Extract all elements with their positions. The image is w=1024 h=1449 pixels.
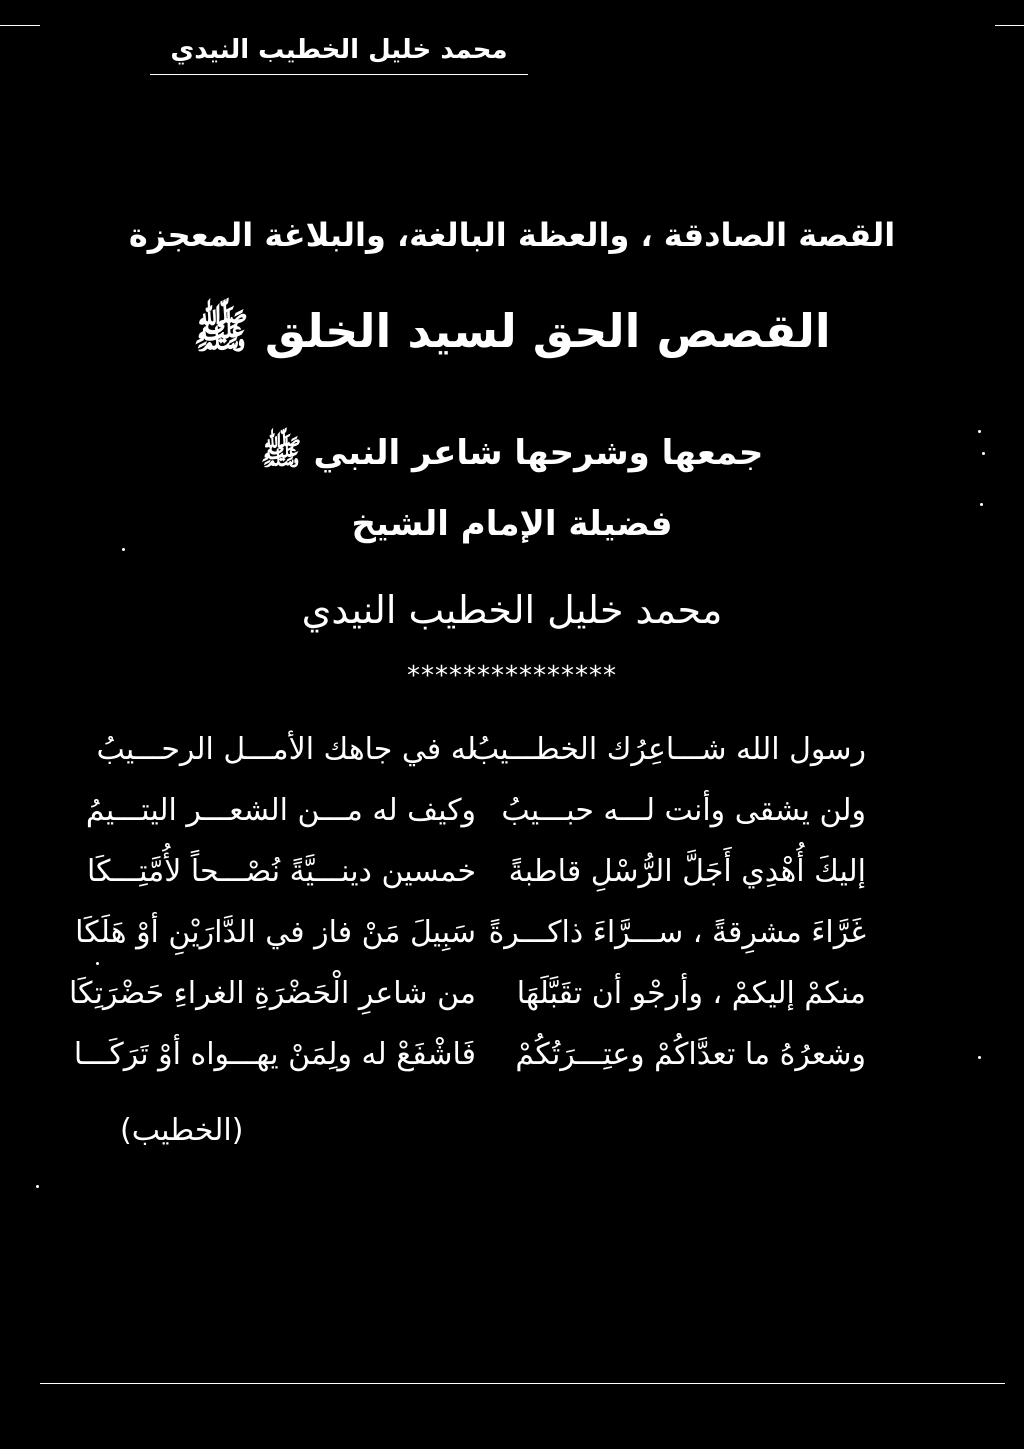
- verse-second-hemistich: فَاشْفَعْ له ولِمَنْ يهـــواه أوْ تَرَكَـــا: [73, 1037, 476, 1072]
- scan-speck: [978, 430, 981, 433]
- verse-row: [0, 1027, 1024, 1083]
- scan-speck: [982, 452, 985, 455]
- verse-row: [0, 844, 1024, 900]
- verse-first-hemistich: رسول الله شـــاعِرُك الخطـــيبُ: [470, 732, 866, 767]
- author-label: فضيلة الإمام الشيخ: [351, 504, 673, 544]
- verse-first-hemistich: وشعرُهُ ما تعدَّاكُمْ وعتِـــرَتُكُمْ: [515, 1037, 866, 1072]
- poet-signature: (الخطيب): [120, 1113, 244, 1148]
- verse-first-hemistich: غَرَّاءَ مشرِقةً ، ســـرَّاءَ ذاكـــرةً: [488, 915, 866, 950]
- scan-speck: [36, 1185, 39, 1188]
- author-name: محمد خليل الخطيب النيدي: [301, 588, 723, 632]
- verse-second-hemistich: وكيف له مـــن الشعـــر اليتـــيمُ: [85, 793, 476, 828]
- verse-first-hemistich: منكمْ إليكمْ ، وأرجْو أن تقَبَّلَهَا: [516, 976, 866, 1011]
- verse-first-hemistich: ولن يشقى وأنت لـــه حبـــيبُ: [501, 793, 866, 828]
- verse-row: [0, 783, 1024, 839]
- verse-row: [0, 966, 1024, 1022]
- verse-second-hemistich: له في جاهك الأمـــل الرحـــيبُ: [96, 732, 476, 767]
- subtitle: جمعها وشرحها شاعر النبي ﷺ: [260, 433, 764, 473]
- verse-row: [0, 722, 1024, 778]
- star-separator: ***************: [407, 661, 617, 691]
- book-title: القصص الحق لسيد الخلق ﷺ: [193, 304, 831, 358]
- poem: [0, 722, 1024, 1082]
- verse-first-hemistich: إليكَ أُهْدِي أَجَلَّ الرُّسْلِ قاطبةً: [508, 854, 866, 889]
- verse-second-hemistich: سَبِيلَ مَنْ فاز في الدَّارَيْنِ أوْ هَلَكَا: [75, 915, 476, 950]
- running-header: محمد خليل الخطيب النيدي: [170, 35, 508, 65]
- series-title: القصة الصادقة ، والعظة البالغة، والبلاغة المعجزة: [128, 216, 896, 254]
- verse-row: [0, 905, 1024, 961]
- verse-second-hemistich: من شاعرِ الْحَضْرَةِ الغراءِ حَضْرَتِكَا: [68, 976, 476, 1011]
- scan-speck: [96, 962, 99, 965]
- scan-speck: [980, 503, 983, 506]
- bottom-rule: [40, 1383, 1005, 1384]
- header-underline: [150, 74, 528, 75]
- scan-speck: [978, 1056, 981, 1059]
- verse-second-hemistich: خمسين دينـــيَّةً نُصْـــحاً لأُمَّتِـــكَا: [87, 854, 476, 889]
- top-rule-right: [995, 25, 1024, 26]
- scan-speck: [122, 548, 125, 551]
- top-rule-left: [0, 25, 40, 26]
